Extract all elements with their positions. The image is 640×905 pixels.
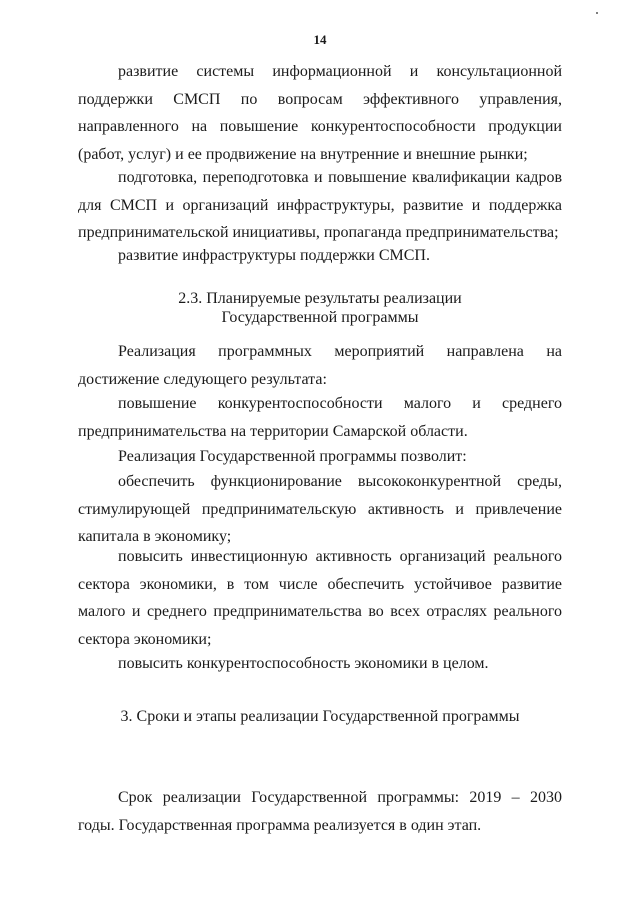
paragraph-consulting-support: развитие системы информационной и консультационной поддержки СМСП по вопросам эффективного управления, направленного на повышение конкурентоспособности продукции (работ, услуг) и ее продвижение на внутренние и внешние рынки; — [78, 63, 562, 163]
paragraph-infrastructure: развитие инфраструктуры поддержки СМСП. — [118, 247, 430, 264]
section-heading-2-3-line2: Государственной программы — [221, 309, 419, 326]
section-heading-2-3-line1: 2.3. Планируемые результаты реализации — [178, 290, 462, 307]
paragraph-economy-competitiveness: повысить конкурентоспособность экономики в целом. — [118, 655, 489, 672]
paragraph-competitive-environment: обеспечить функционирование высококонкурентной среды, стимулирующей предпринимательскую активность и привлечение капитала в экономику; — [78, 473, 562, 545]
paragraph-program-terms: Срок реализации Государственной программы: 2019 – 2030 годы. Государственная программа реализуется в один этап. — [78, 789, 562, 834]
paragraph-investment-activity: повысить инвестиционную активность организаций реального сектора экономики, в том числе обеспечить устойчивое развитие малого и среднего предпринимательства во всех отраслях реального сектора экономики; — [78, 548, 562, 648]
paragraph-personnel-training: подготовка, переподготовка и повышение квалификации кадров для СМСП и организаций инфраструктуры, развитие и поддержка предпринимательской инициативы, пропаганда предпринимательства; — [78, 169, 562, 241]
paragraph-competitiveness: повышение конкурентоспособности малого и среднего предпринимательства на территории Самарской области. — [78, 395, 562, 440]
page-number: 14 — [313, 32, 327, 47]
paragraph-program-allows: Реализация Государственной программы позволит: — [118, 448, 467, 465]
section-heading-3: 3. Сроки и этапы реализации Государственной программы — [120, 708, 520, 725]
paragraph-expected-result: Реализация программных мероприятий направлена на достижение следующего результата: — [78, 343, 562, 388]
scan-artifact-dot — [596, 12, 598, 14]
